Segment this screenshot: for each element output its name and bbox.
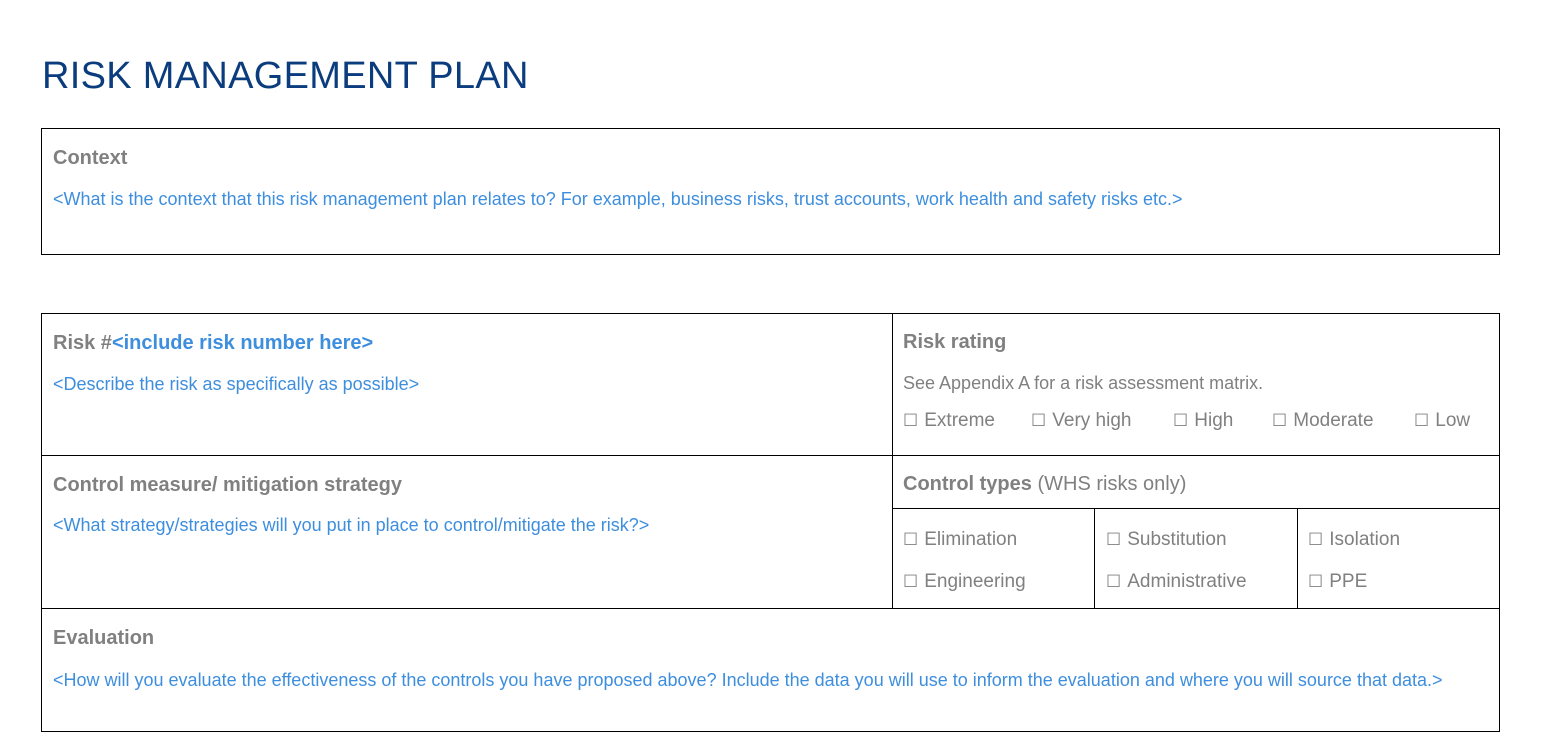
rating-option-label: Extreme	[924, 410, 995, 431]
checkbox-icon[interactable]: ☐	[1173, 411, 1189, 431]
context-label: Context	[53, 147, 128, 169]
rating-option-label: Low	[1435, 410, 1471, 431]
risk-rating-note: See Appendix A for a risk assessment matrix.	[903, 373, 1264, 393]
control-types-title: Control types	[903, 473, 1032, 495]
control-option-label: Substitution	[1127, 529, 1227, 550]
checkbox-icon[interactable]: ☐	[1414, 411, 1430, 431]
risk-number-label	[53, 332, 373, 355]
risk-description-placeholder[interactable]: <Describe the risk as specifically as possible>	[53, 374, 420, 394]
checkbox-icon[interactable]: ☐	[903, 572, 919, 592]
rating-option-label: High	[1194, 410, 1234, 431]
risk-number-prefix: Risk #	[53, 332, 112, 354]
page-title: RISK MANAGEMENT PLAN	[42, 55, 529, 97]
control-option-isolation[interactable]	[1308, 529, 1400, 551]
control-option-label: Isolation	[1329, 529, 1401, 550]
checkbox-icon[interactable]: ☐	[903, 411, 919, 431]
control-option-administrative[interactable]	[1106, 571, 1247, 593]
checkbox-icon[interactable]: ☐	[1031, 411, 1047, 431]
control-option-label: Elimination	[924, 529, 1018, 550]
context-section	[41, 128, 1500, 255]
risk-number-placeholder[interactable]: <include risk number here>	[111, 332, 374, 354]
rating-option-moderate[interactable]	[1272, 410, 1374, 432]
rating-option-label: Very high	[1052, 410, 1132, 431]
checkbox-icon[interactable]: ☐	[903, 530, 919, 550]
column-divider	[1297, 508, 1298, 608]
rating-option-label: Moderate	[1293, 410, 1374, 431]
checkbox-icon[interactable]: ☐	[1272, 411, 1288, 431]
rating-option-low[interactable]	[1414, 410, 1470, 432]
control-option-substitution[interactable]	[1106, 529, 1227, 551]
risk-table	[41, 313, 1500, 732]
row-divider	[42, 455, 1499, 456]
rating-option-very-high[interactable]	[1031, 410, 1131, 432]
checkbox-icon[interactable]: ☐	[1106, 530, 1122, 550]
checkbox-icon[interactable]: ☐	[1308, 530, 1324, 550]
evaluation-placeholder[interactable]: <How will you evaluate the effectiveness of the controls you have proposed above? Include the data you will use to inform the evaluation and where you will source that data.>	[53, 670, 1443, 690]
evaluation-label: Evaluation	[53, 627, 155, 649]
control-option-label: PPE	[1329, 571, 1368, 592]
control-option-ppe[interactable]	[1308, 571, 1367, 593]
rating-option-high[interactable]	[1173, 410, 1233, 432]
rating-option-extreme[interactable]	[903, 410, 995, 432]
control-measure-placeholder[interactable]: <What strategy/strategies will you put in place to control/mitigate the risk?>	[53, 515, 650, 535]
row-divider	[42, 608, 1499, 609]
control-option-label: Administrative	[1127, 571, 1247, 592]
control-option-elimination[interactable]	[903, 529, 1017, 551]
control-measure-label: Control measure/ mitigation strategy	[53, 474, 402, 496]
context-placeholder[interactable]: <What is the context that this risk management plan relates to? For example, business risks, trust accounts, work health and safety risks etc.>	[53, 189, 1183, 209]
column-divider	[892, 314, 893, 608]
control-types-suffix: (WHS risks only)	[1037, 473, 1187, 495]
control-types-label	[903, 473, 1186, 496]
checkbox-icon[interactable]: ☐	[1106, 572, 1122, 592]
control-option-engineering[interactable]	[903, 571, 1026, 593]
risk-rating-label: Risk rating	[903, 331, 1007, 353]
control-option-label: Engineering	[924, 571, 1026, 592]
column-divider	[1094, 508, 1095, 608]
row-divider	[892, 508, 1499, 509]
checkbox-icon[interactable]: ☐	[1308, 572, 1324, 592]
